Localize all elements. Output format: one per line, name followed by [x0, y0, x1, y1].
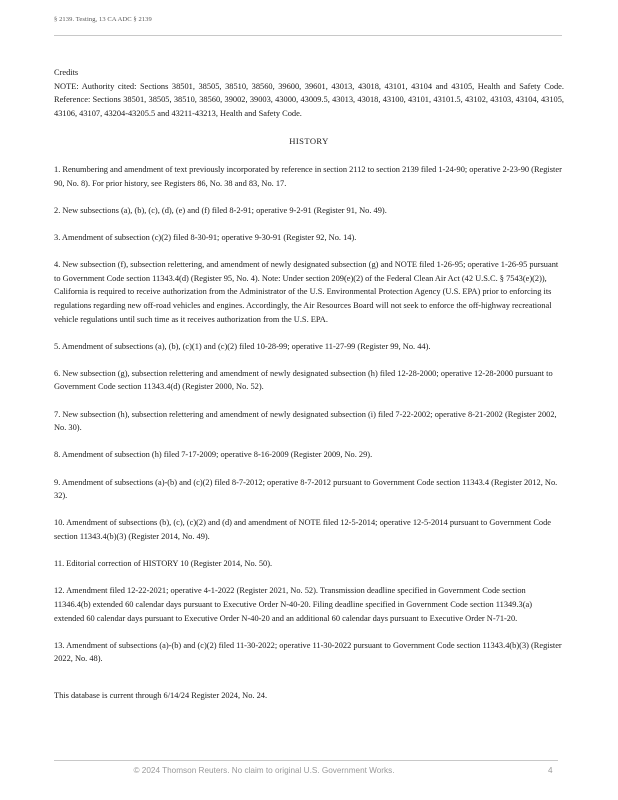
database-currency-note: This database is current through 6/14/24 Register 2024, No. 24. [54, 690, 268, 700]
history-heading: HISTORY [289, 136, 329, 147]
history-entry: 9. Amendment of subsections (a)-(b) and (c)(2) filed 8-7-2012; operative 8-7-2012 pursuant to Government Code section 11343.4 (Register 2012, No. 32). [54, 477, 558, 501]
history-entry: 10. Amendment of subsections (b), (c), (c)(2) and (d) and amendment of NOTE filed 12-5-2014; operative 12-5-2014 pursuant to Government Code section 11343.4(b)(3) (Register 2014, No. 49). [54, 518, 552, 541]
history-entry: 12. Amendment filed 12-22-2021; operative 4-1-2022 (Register 2021, No. 52). Transmission deadline specified in Government Code section 11346.4(b) extended 60 calendar days pursuant to Executive Order N-40-20. Filing deadline specified in Government Code section 11349.3(a) extended 60 calendar days pursuant to Executive Order N-40-20 and an additional 60 calendar days pursuant to Executive Order N-71-20. [54, 586, 533, 623]
header-divider [54, 35, 562, 36]
history-list [54, 163, 564, 666]
credits-label: Credits [54, 68, 79, 77]
history-entry: 11. Editorial correction of HISTORY 10 (Register 2014, No. 50). [54, 559, 273, 569]
history-entry: 6. New subsection (g), subsection relettering and amendment of newly designated subsection (h) filed 12-28-2000; operative 12-28-2000 pursuant to Government Code section 11343.4(d) (Register 2000, No. 52). [54, 368, 553, 392]
history-entry: 4. New subsection (f), subsection relettering, and amendment of newly designated subsection (g) and NOTE filed 1-26-95; operative 1-26-95 pursuant to Government Code section 11343.4(d) (Register 95, No. 4). Note: Under section 209(e)(2) of the Federal Clean Air Act (42 U.S.C. § 7543(e)(2)), California is required to receive authorization from the Administrator of the U.S. Environmental Protection Agency (U.S. EPA) prior to enforcing its regulations regarding new off-road vehicles and engines. Accordingly, the Air Resources Board will not seek to enforce the off-highway recreational vehicle regulations until such time as it receives authorization from the U.S. EPA. [54, 260, 559, 324]
footer-copyright: © 2024 Thomson Reuters. No claim to original U.S. Government Works. [133, 766, 395, 775]
history-entry: 3. Amendment of subsection (c)(2) filed 8-30-91; operative 9-30-91 (Register 92, No. 14). [54, 232, 357, 242]
history-entry: 2. New subsections (a), (b), (c), (d), (e) and (f) filed 8-2-91; operative 9-2-91 (Register 91, No. 49). [54, 205, 387, 215]
credits-note: NOTE: Authority cited: Sections 38501, 38505, 38510, 38560, 39600, 39601, 43013, 43018, 43101, 43104 and 43105, Health and Safety Code. Reference: Sections 38501, 38505, 38510, 38560, 39002, 39003, 43000, 43009.5, 43013, 43018, 43100, 43101, 43101.5, 43102, 43103, 43104, 43105, 43106, 43107, 43204-43205.5 and 43211-43213, Health and Safety Code. [54, 81, 564, 118]
history-entry: 1. Renumbering and amendment of text previously incorporated by reference in section 2112 to section 2139 filed 1-24-90; operative 2-23-90 (Register 90, No. 8). For prior history, see Registers 86, No. 38 and 83, No. 17. [54, 164, 562, 188]
history-entry: 8. Amendment of subsection (h) filed 7-17-2009; operative 8-16-2009 (Register 2009, No. 29). [54, 450, 373, 460]
document-body [54, 66, 564, 711]
running-head: § 2139. Testing, 13 CA ADC § 2139 [54, 16, 152, 23]
page-number: 4 [548, 766, 553, 775]
history-entry: 7. New subsection (h), subsection relettering and amendment of newly designated subsection (i) filed 7-22-2002; operative 8-21-2002 (Register 2002, No. 30). [54, 409, 557, 433]
history-entry: 13. Amendment of subsections (a)-(b) and (c)(2) filed 11-30-2022; operative 11-30-2022 pursuant to Government Code section 11343.4(b)(3) (Register 2022, No. 48). [54, 640, 562, 664]
history-entry: 5. Amendment of subsections (a), (b), (c)(1) and (c)(2) filed 10-28-99; operative 11-27-99 (Register 99, No. 44). [54, 341, 431, 351]
footer-divider [54, 760, 558, 761]
